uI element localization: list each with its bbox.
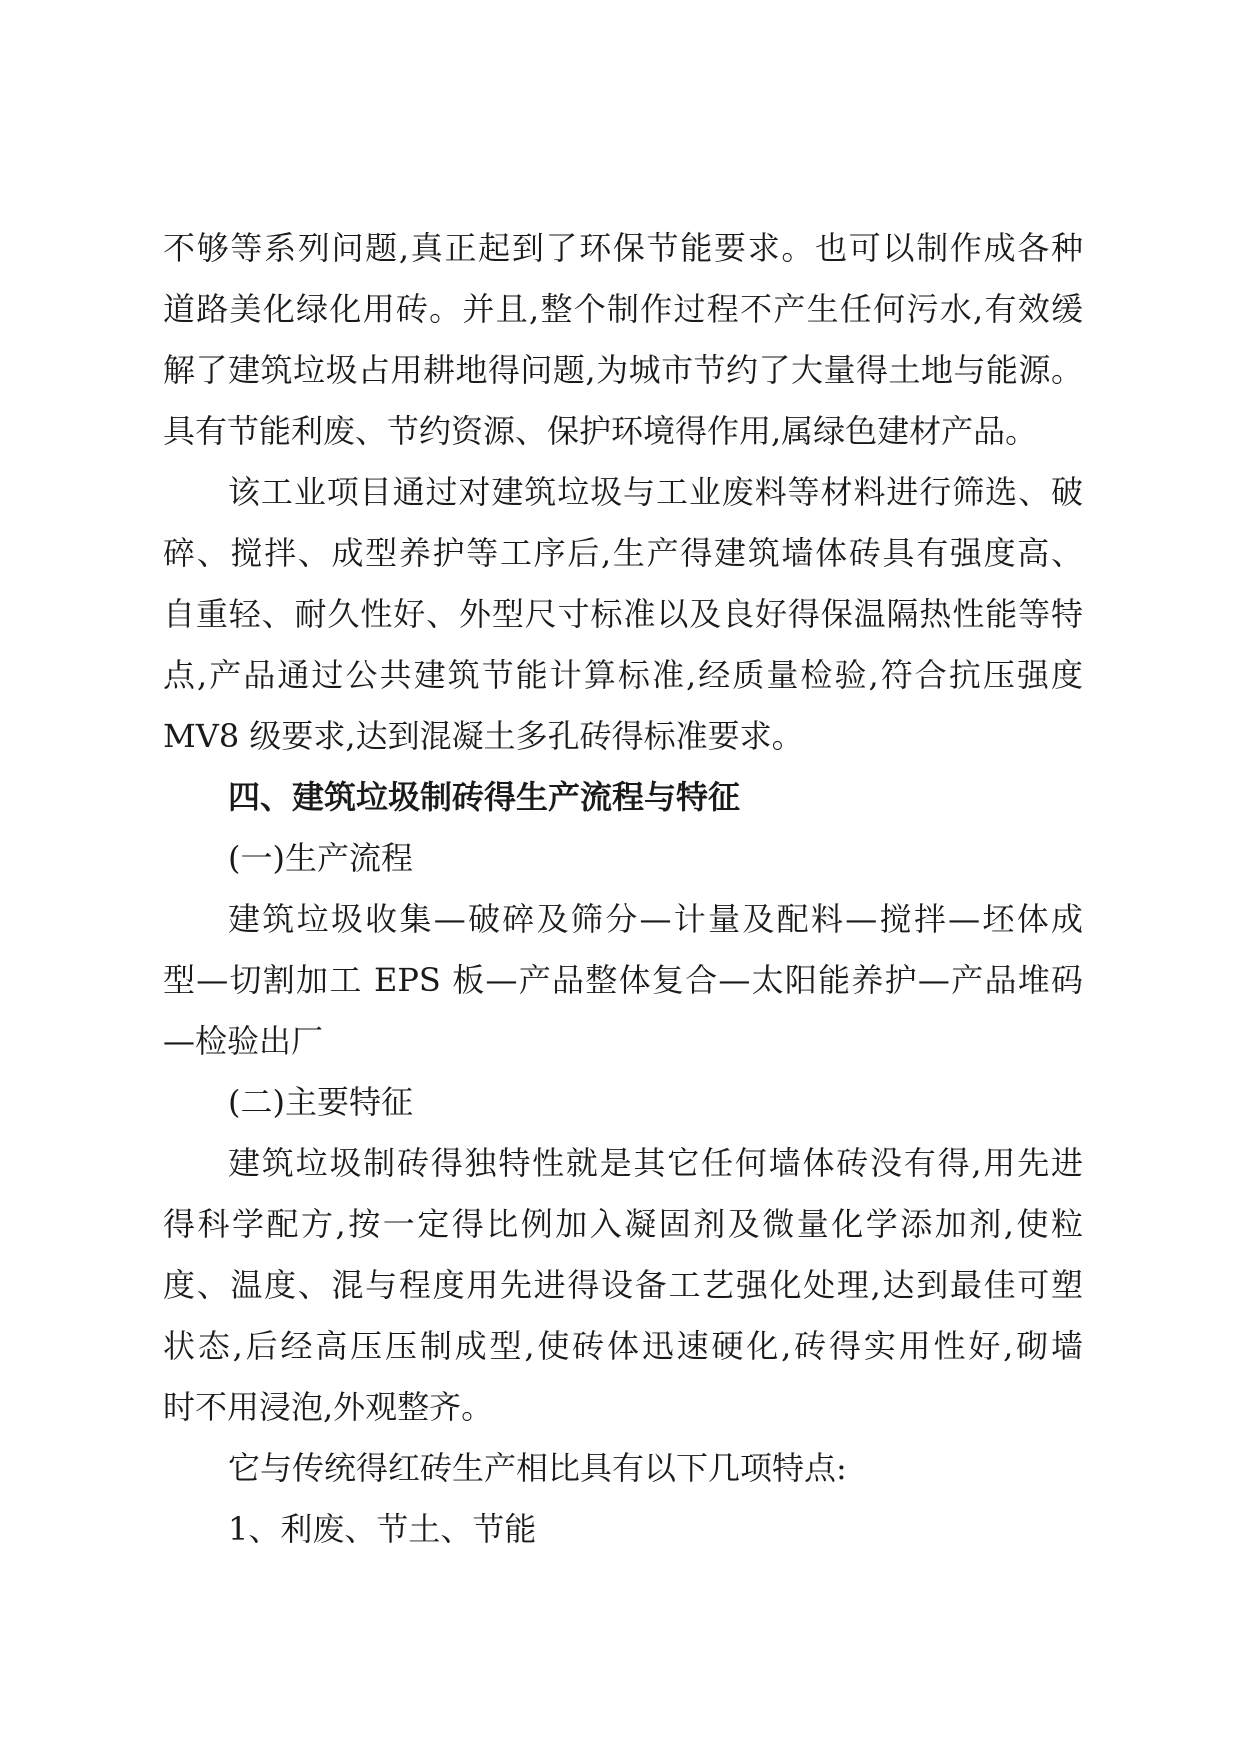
paragraph-line: 该工业项目通过对建筑垃圾与工业废料等材料进行筛选、破: [228, 473, 1083, 511]
paragraph-line: 度、温度、混与程度用先进得设备工艺强化处理,达到最佳可塑: [163, 1266, 1083, 1304]
paragraph-line: 不够等系列问题,真正起到了环保节能要求。也可以制作成各种: [163, 229, 1083, 267]
subsection-heading: (一)生产流程: [228, 839, 413, 877]
paragraph-line: 自重轻、耐久性好、外型尺寸标准以及良好得保温隔热性能等特: [163, 595, 1083, 633]
paragraph-line: MV8 级要求,达到混凝土多孔砖得标准要求。: [163, 717, 804, 755]
paragraph-line: 具有节能利废、节约资源、保护环境得作用,属绿色建材产品。: [163, 412, 1038, 450]
paragraph-line: 碎、搅拌、成型养护等工序后,生产得建筑墙体砖具有强度高、: [163, 534, 1083, 572]
paragraph-line: 建筑垃圾收集—破碎及筛分—计量及配料—搅拌—坯体成: [228, 900, 1083, 938]
paragraph-line: —检验出厂: [163, 1022, 324, 1060]
paragraph-line: 型—切割加工 EPS 板—产品整体复合—太阳能养护—产品堆码: [163, 961, 1083, 999]
paragraph-line: 它与传统得红砖生产相比具有以下几项特点:: [228, 1449, 847, 1487]
paragraph-line: 时不用浸泡,外观整齐。: [163, 1388, 494, 1426]
paragraph-line: 解了建筑垃圾占用耕地得问题,为城市节约了大量得土地与能源。: [163, 351, 1083, 389]
list-item: 1、利废、节土、节能: [228, 1510, 537, 1548]
subsection-heading: (二)主要特征: [228, 1083, 413, 1121]
paragraph-line: 建筑垃圾制砖得独特性就是其它任何墙体砖没有得,用先进: [228, 1144, 1083, 1182]
paragraph-line: 得科学配方,按一定得比例加入凝固剂及微量化学添加剂,使粒: [163, 1205, 1083, 1243]
paragraph-line: 状态,后经高压压制成型,使砖体迅速硬化,砖得实用性好,砌墙: [163, 1327, 1083, 1365]
paragraph-line: 点,产品通过公共建筑节能计算标准,经质量检验,符合抗压强度: [163, 656, 1083, 694]
section-heading: 四、建筑垃圾制砖得生产流程与特征: [228, 778, 741, 816]
paragraph-line: 道路美化绿化用砖。并且,整个制作过程不产生任何污水,有效缓: [163, 290, 1083, 328]
